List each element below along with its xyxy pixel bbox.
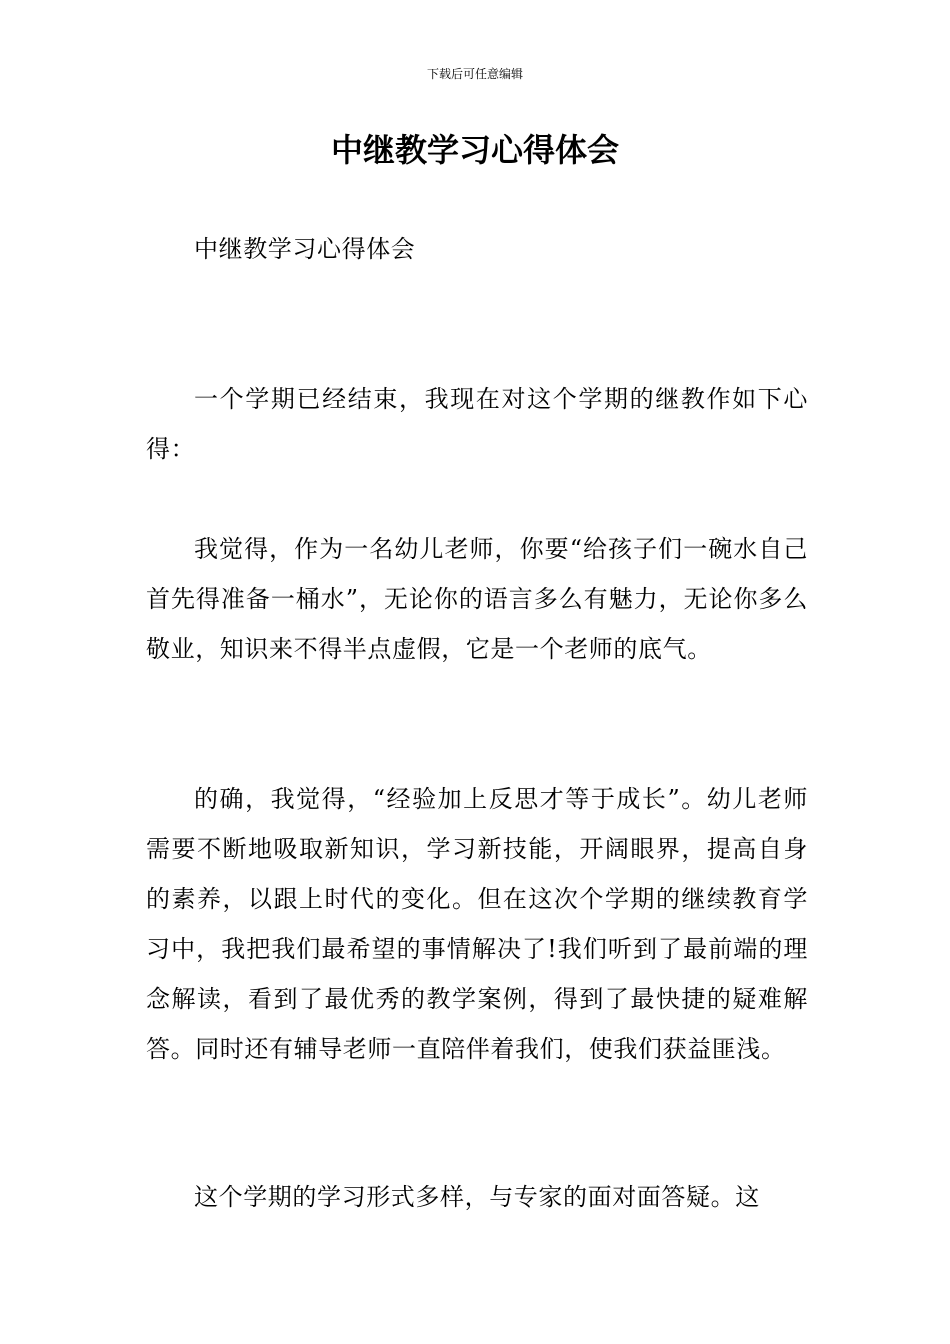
document-subtitle: 中继教学习心得体会 — [194, 235, 416, 263]
paragraph: 我觉得，作为一名幼儿老师，你要“给孩子们一碗水自己首先得准备一桶水”，无论你的语言多么有魅力，无论你多么敬业，知识来不得半点虚假，它是一个老师的底气。 — [146, 535, 808, 663]
paragraph-block-3 — [146, 774, 808, 1074]
paragraph: 这个学期的学习形式多样，与专家的面对面答疑。这 — [194, 1183, 760, 1211]
document-subtitle-block — [146, 224, 808, 274]
paragraph-block-1 — [146, 374, 808, 474]
document-title: 中继教学习心得体会 — [330, 131, 619, 169]
paragraph-block-4 — [146, 1172, 808, 1222]
paragraph: 的确，我觉得，“经验加上反思才等于成长”。幼儿老师需要不断地吸取新知识，学习新技能，开阔眼界，提高自身的素养，以跟上时代的变化。但在这次个学期的继续教育学习中，我把我们最希望的事情解决了!我们听到了最前端的理念解读，看到了最优秀的教学案例，得到了最快捷的疑难解答。同时还有辅导老师一直陪伴着我们，使我们获益匪浅。 — [146, 785, 808, 1063]
paragraph: 一个学期已经结束，我现在对这个学期的继教作如下心得： — [146, 385, 808, 463]
paragraph-block-2 — [146, 524, 808, 674]
header-note: 下载后可任意编辑 — [426, 67, 523, 81]
